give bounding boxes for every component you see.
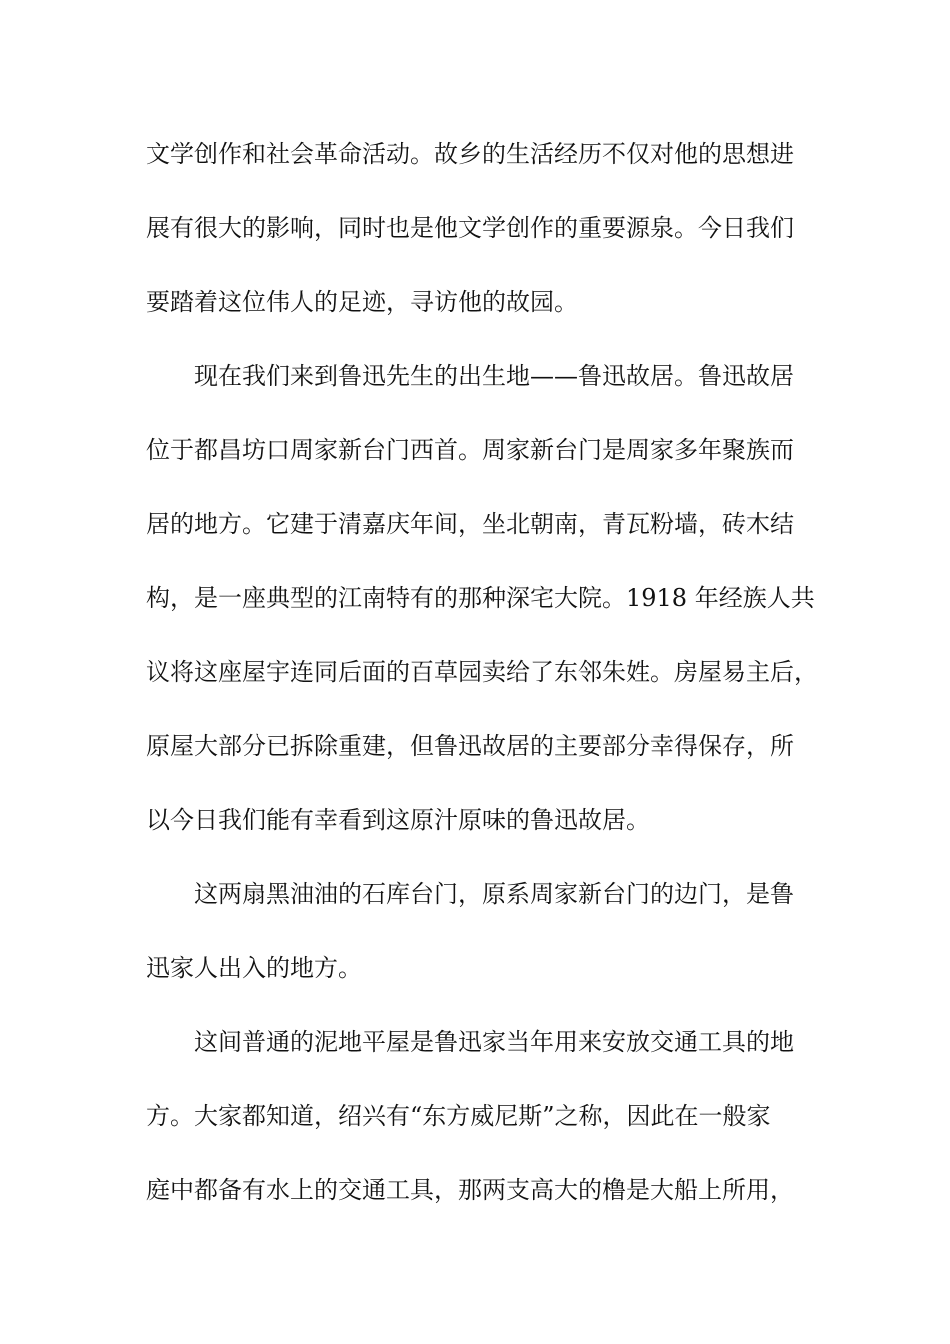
text-line: 构，是一座典型的江南特有的那种深宅大院。1918 年经族人共 bbox=[146, 584, 815, 612]
text-line: 议将这座屋宇连同后面的百草园卖给了东邻朱姓。房屋易主后， bbox=[146, 658, 818, 686]
paragraph-start-line: 这两扇黑油油的石库台门，原系周家新台门的边门，是鲁 bbox=[194, 880, 794, 908]
text-line: 文学创作和社会革命活动。故乡的生活经历不仅对他的思想进 bbox=[146, 140, 794, 168]
text-line: 居的地方。它建于清嘉庆年间，坐北朝南，青瓦粉墙，砖木结 bbox=[146, 510, 794, 538]
text-line: 庭中都备有水上的交通工具，那两支高大的橹是大船上所用， bbox=[146, 1176, 794, 1204]
body-text bbox=[146, 132, 826, 1242]
text-line: 方。大家都知道，绍兴有“东方威尼斯”之称，因此在一般家 bbox=[146, 1102, 771, 1130]
paragraph-start-line: 这间普通的泥地平屋是鲁迅家当年用来安放交通工具的地 bbox=[194, 1028, 794, 1056]
text-line: 位于都昌坊口周家新台门西首。周家新台门是周家多年聚族而 bbox=[146, 436, 794, 464]
paragraph-start-line: 现在我们来到鲁迅先生的出生地——鲁迅故居。鲁迅故居 bbox=[194, 362, 794, 390]
text-line: 迅家人出入的地方。 bbox=[146, 954, 362, 982]
text-line: 原屋大部分已拆除重建，但鲁迅故居的主要部分幸得保存，所 bbox=[146, 732, 794, 760]
text-line: 以今日我们能有幸看到这原汁原味的鲁迅故居。 bbox=[146, 806, 650, 834]
text-line: 展有很大的影响，同时也是他文学创作的重要源泉。今日我们 bbox=[146, 214, 794, 242]
text-line: 要踏着这位伟人的足迹，寻访他的故园。 bbox=[146, 288, 578, 316]
